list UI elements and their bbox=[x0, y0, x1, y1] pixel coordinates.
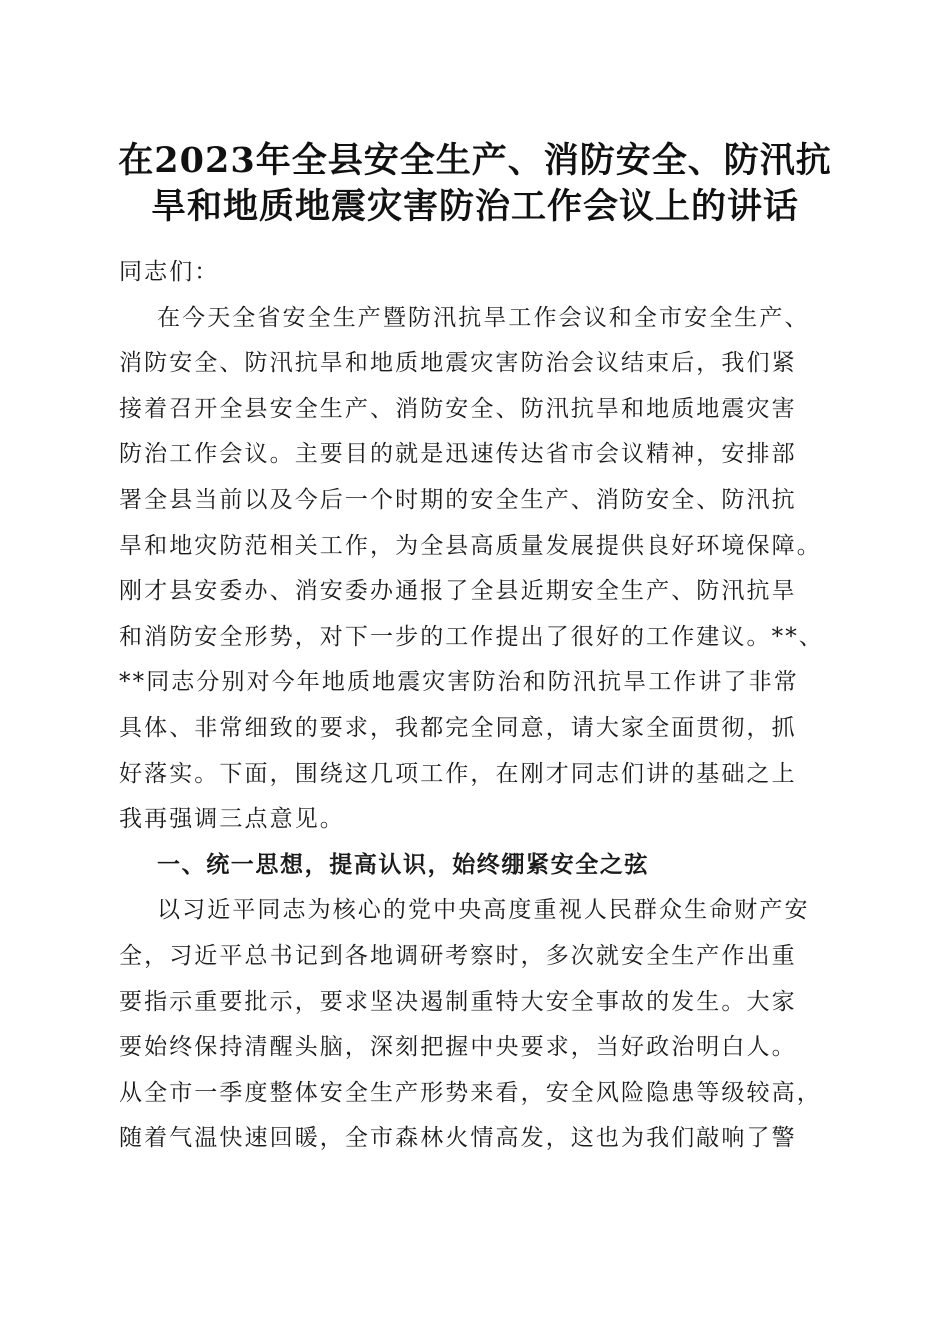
paragraph-2-line: 全，习近平总书记到各地调研考察时，多次就安全生产作出重 bbox=[119, 942, 797, 969]
title-line-2: 旱和地质地震灾害防治工作会议上的讲话 bbox=[150, 186, 799, 227]
paragraph-1-line: **同志分别对今年地质地震灾害防治和防汛抗旱工作讲了非常 bbox=[119, 669, 799, 696]
paragraph-1-line: 署全县当前以及今后一个时期的安全生产、消防安全、防汛抗 bbox=[119, 486, 797, 513]
paragraph-1-line: 旱和地灾防范相关工作，为全县高质量发展提供良好环境保障。 bbox=[119, 532, 822, 559]
salutation: 同志们： bbox=[119, 259, 220, 285]
paragraph-1-line: 和消防安全形势，对下一步的工作提出了很好的工作建议。**、 bbox=[119, 623, 824, 650]
title-line-1: 在2023年全县安全生产、消防安全、防汛抗 bbox=[118, 140, 832, 181]
paragraph-2-line: 要指示重要批示，要求坚决遏制重特大安全事故的发生。大家 bbox=[119, 988, 797, 1015]
paragraph-1-line: 防治工作会议。主要目的就是迅速传达省市会议精神，安排部 bbox=[119, 441, 797, 468]
paragraph-1-line: 消防安全、防汛抗旱和地质地震灾害防治会议结束后，我们紧 bbox=[119, 350, 797, 377]
paragraph-1-line: 在今天全省安全生产暨防汛抗旱工作会议和全市安全生产、 bbox=[157, 304, 810, 331]
section-1-heading: 一、统一思想，提高认识，始终绷紧安全之弦 bbox=[157, 851, 649, 878]
document-title bbox=[100, 138, 850, 230]
document-body bbox=[119, 250, 849, 1162]
paragraph-1-line: 我再强调三点意见。 bbox=[119, 806, 345, 833]
paragraph-2-line: 随着气温快速回暖，全市森林火情高发，这也为我们敲响了警 bbox=[119, 1125, 797, 1152]
paragraph-1-line: 刚才县安委办、消安委办通报了全县近期安全生产、防汛抗旱 bbox=[119, 578, 797, 605]
paragraph-2-line: 要始终保持清醒头脑，深刻把握中央要求，当好政治明白人。 bbox=[119, 1034, 797, 1061]
paragraph-1-line: 具体、非常细致的要求，我都完全同意，请大家全面贯彻，抓 bbox=[119, 714, 797, 741]
paragraph-1-line: 好落实。下面，围绕这几项工作，在刚才同志们讲的基础之上 bbox=[119, 760, 797, 787]
paragraph-2-line: 从全市一季度整体安全生产形势来看，安全风险隐患等级较高， bbox=[119, 1079, 822, 1106]
paragraph-2-line: 以习近平同志为核心的党中央高度重视人民群众生命财产安 bbox=[157, 897, 810, 924]
paragraph-1-line: 接着召开全县安全生产、消防安全、防汛抗旱和地质地震灾害 bbox=[119, 395, 797, 422]
